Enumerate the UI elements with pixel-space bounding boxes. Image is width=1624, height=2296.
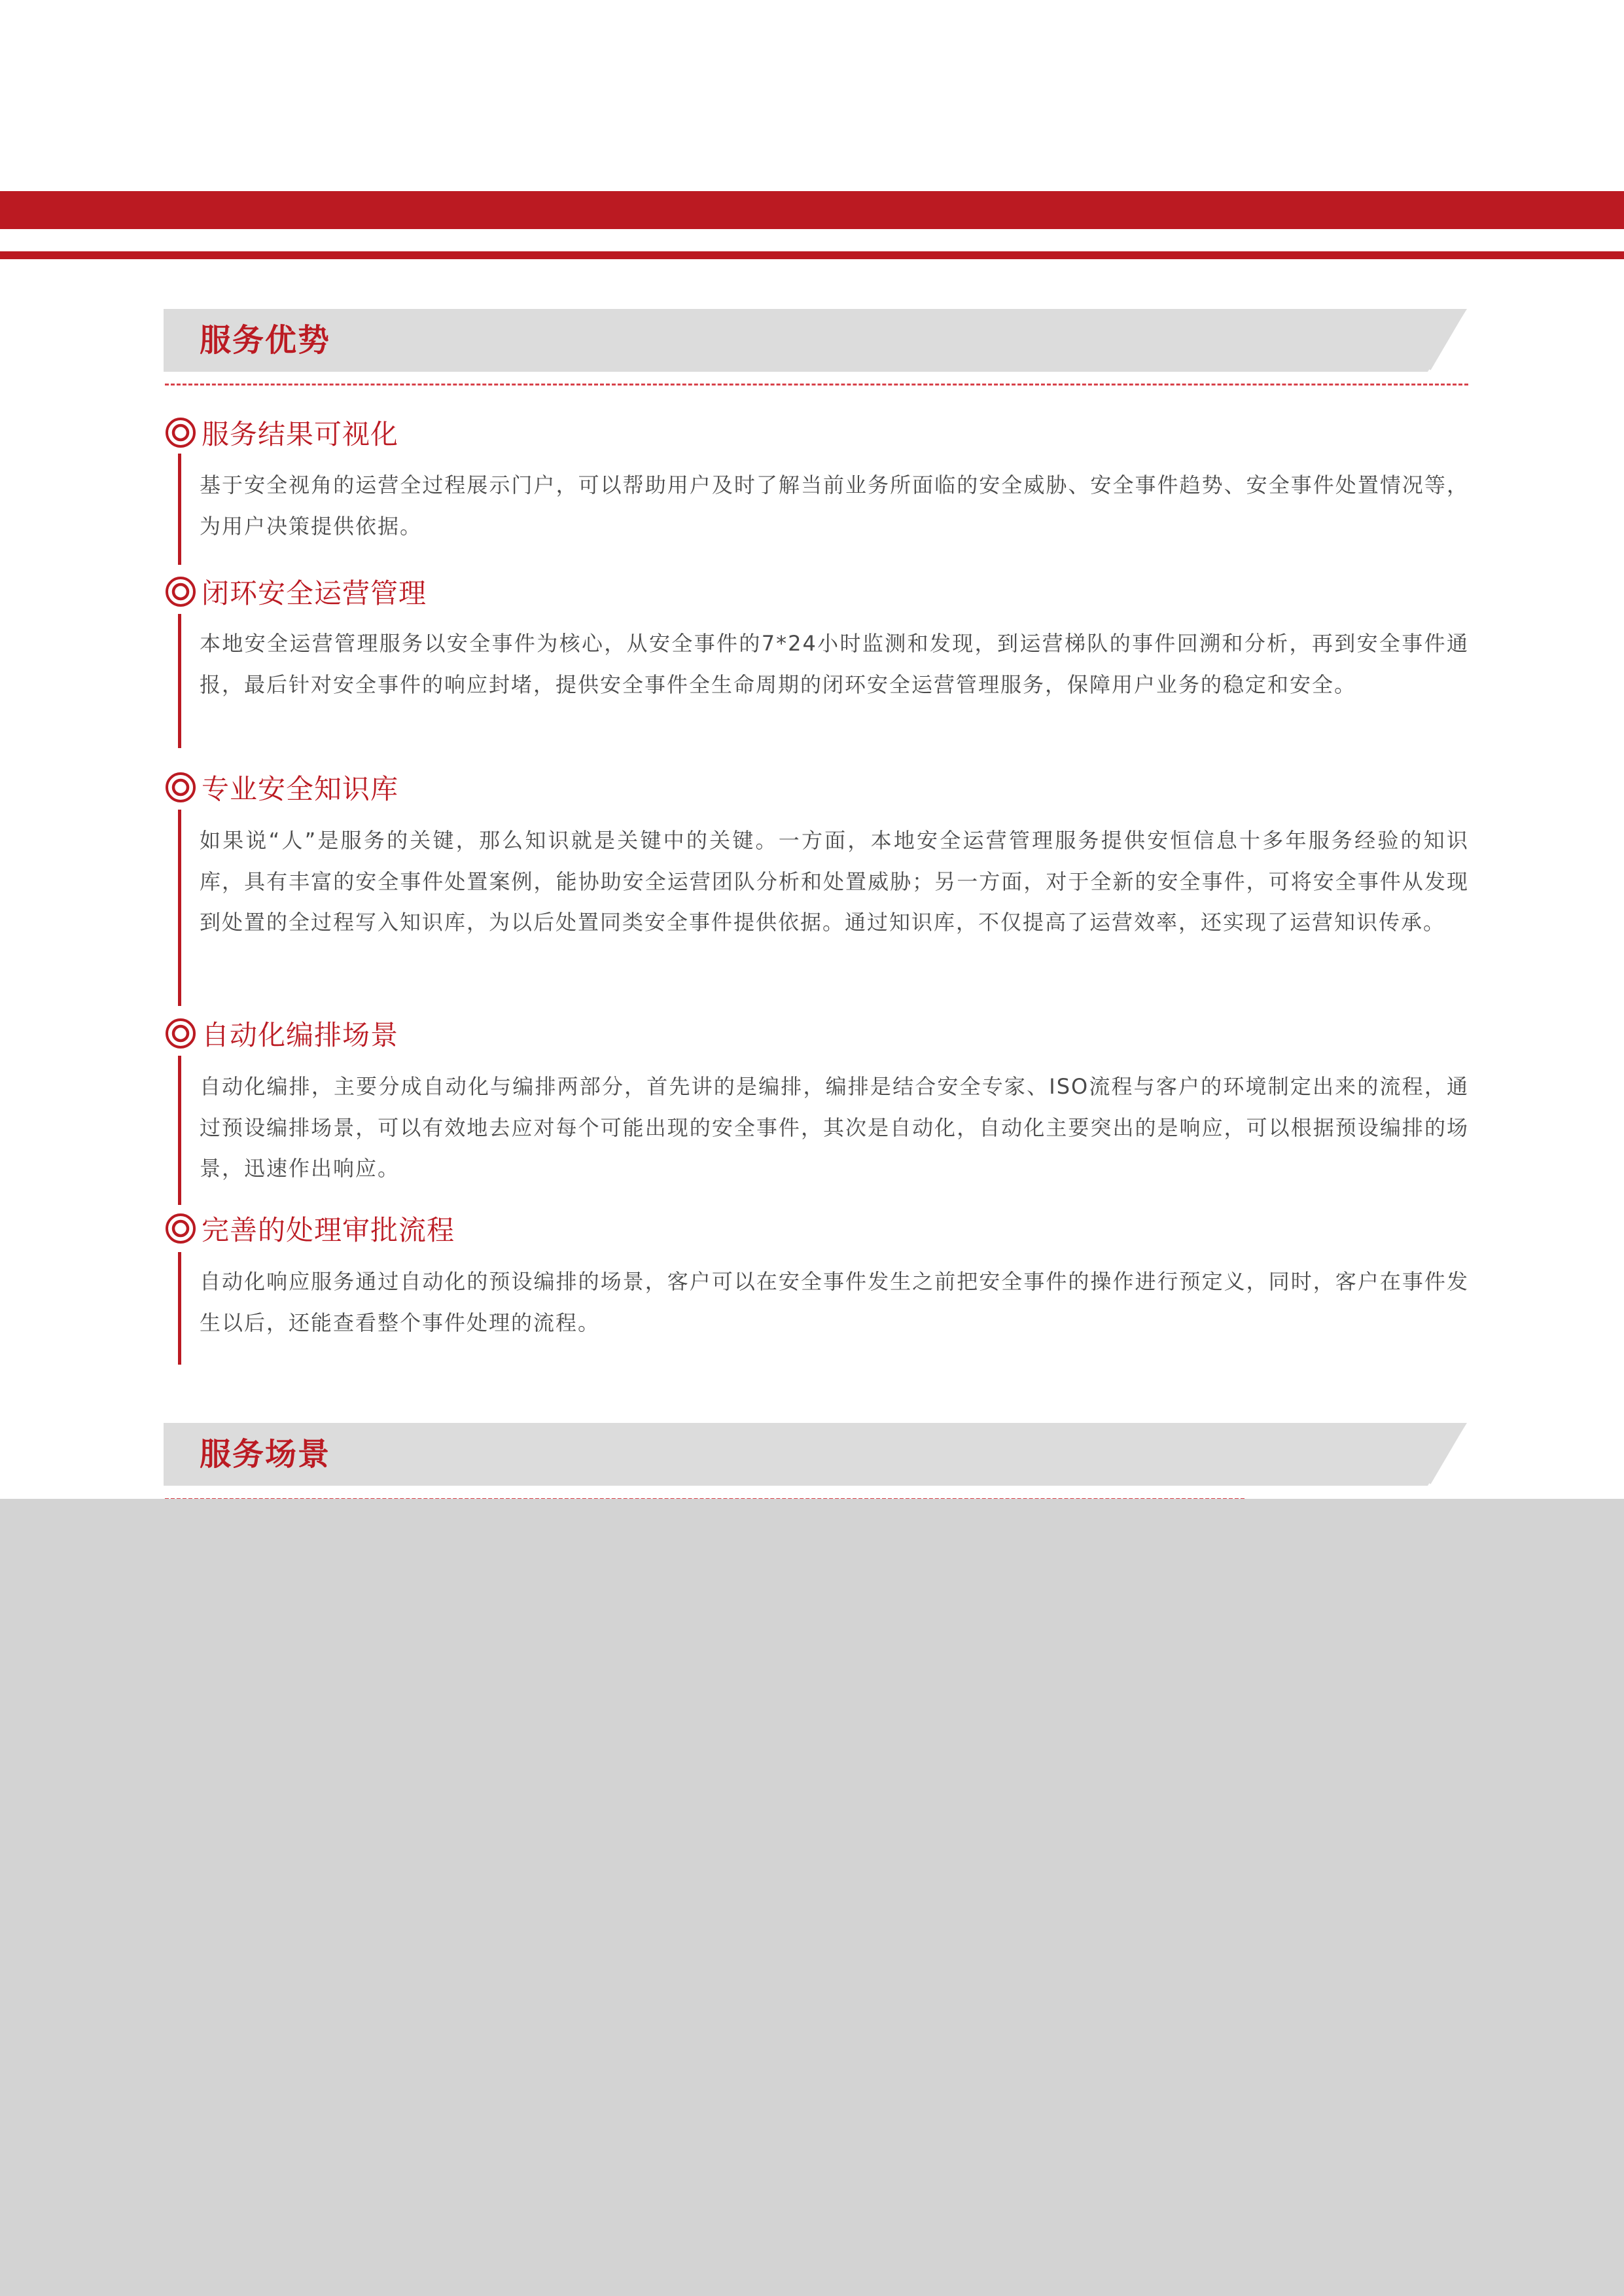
section-header-advantages [164,309,1467,372]
item-title-label: 自动化编排场景 [202,1019,399,1051]
item-body: 自动化响应服务通过自动化的预设编排的场景，客户可以在安全事件发生之前把安全事件的操作进行预定义，同时，客户在事件发生以后，还能查看整个事件处理的流程。 [200,1269,1469,1335]
item-title-label: 完善的处理审批流程 [202,1214,455,1246]
corner-slash-icon [1428,309,1467,372]
double-circle-icon [165,1018,196,1049]
item-title-label: 服务结果可视化 [202,418,399,450]
page-lower-region [0,1499,1624,2296]
item-title-orchestration [165,1015,398,1052]
double-circle-icon [165,576,196,607]
section-divider [165,384,1468,386]
item-accent-line [178,1252,181,1365]
item-accent-line [178,454,181,565]
item-title-visualization [165,414,398,451]
section-header-scenarios [164,1423,1467,1486]
item-title-label: 专业安全知识库 [202,773,399,805]
item-title-approval-process [165,1210,455,1247]
item-accent-line [178,1056,181,1205]
item-title-knowledge-base [165,769,398,806]
item-accent-line [178,810,181,1006]
corner-slash-icon [1428,1423,1467,1486]
item-title-closed-loop [165,573,427,610]
item-accent-line [178,614,181,748]
top-red-band [0,191,1624,229]
double-circle-icon [165,417,196,448]
top-red-stripe [0,251,1624,259]
item-body: 基于安全视角的运营全过程展示门户，可以帮助用户及时了解当前业务所面临的安全威胁、安全事件趋势、安全事件处置情况等，为用户决策提供依据。 [200,473,1469,539]
section-title: 服务场景 [200,1436,331,1473]
item-body: 如果说“人”是服务的关键，那么知识就是关键中的关键。一方面，本地安全运营管理服务提供安恒信息十多年服务经验的知识库，具有丰富的安全事件处置案例，能协助安全运营团队分析和处置威胁；另一方面，对于全新的安全事件，可将安全事件从发现到处置的全过程写入知识库，为以后处置同类安全事件提供依据。通过知识库，不仅提高了运营效率，还实现了运营知识传承。 [200,828,1469,935]
item-body: 本地安全运营管理服务以安全事件为核心，从安全事件的7*24小时监测和发现，到运营梯队的事件回溯和分析，再到安全事件通报，最后针对安全事件的响应封堵，提供安全事件全生命周期的闭环安全运营管理服务，保障用户业务的稳定和安全。 [200,631,1469,697]
double-circle-icon [165,1213,196,1244]
section-title: 服务优势 [200,322,331,359]
double-circle-icon [165,772,196,803]
item-title-label: 闭环安全运营管理 [202,577,427,609]
item-body: 自动化编排，主要分成自动化与编排两部分，首先讲的是编排，编排是结合安全专家、ISO流程与客户的环境制定出来的流程，通过预设编排场景，可以有效地去应对每个可能出现的安全事件，其次是自动化，自动化主要突出的是响应，可以根据预设编排的场景，迅速作出响应。 [200,1074,1469,1181]
